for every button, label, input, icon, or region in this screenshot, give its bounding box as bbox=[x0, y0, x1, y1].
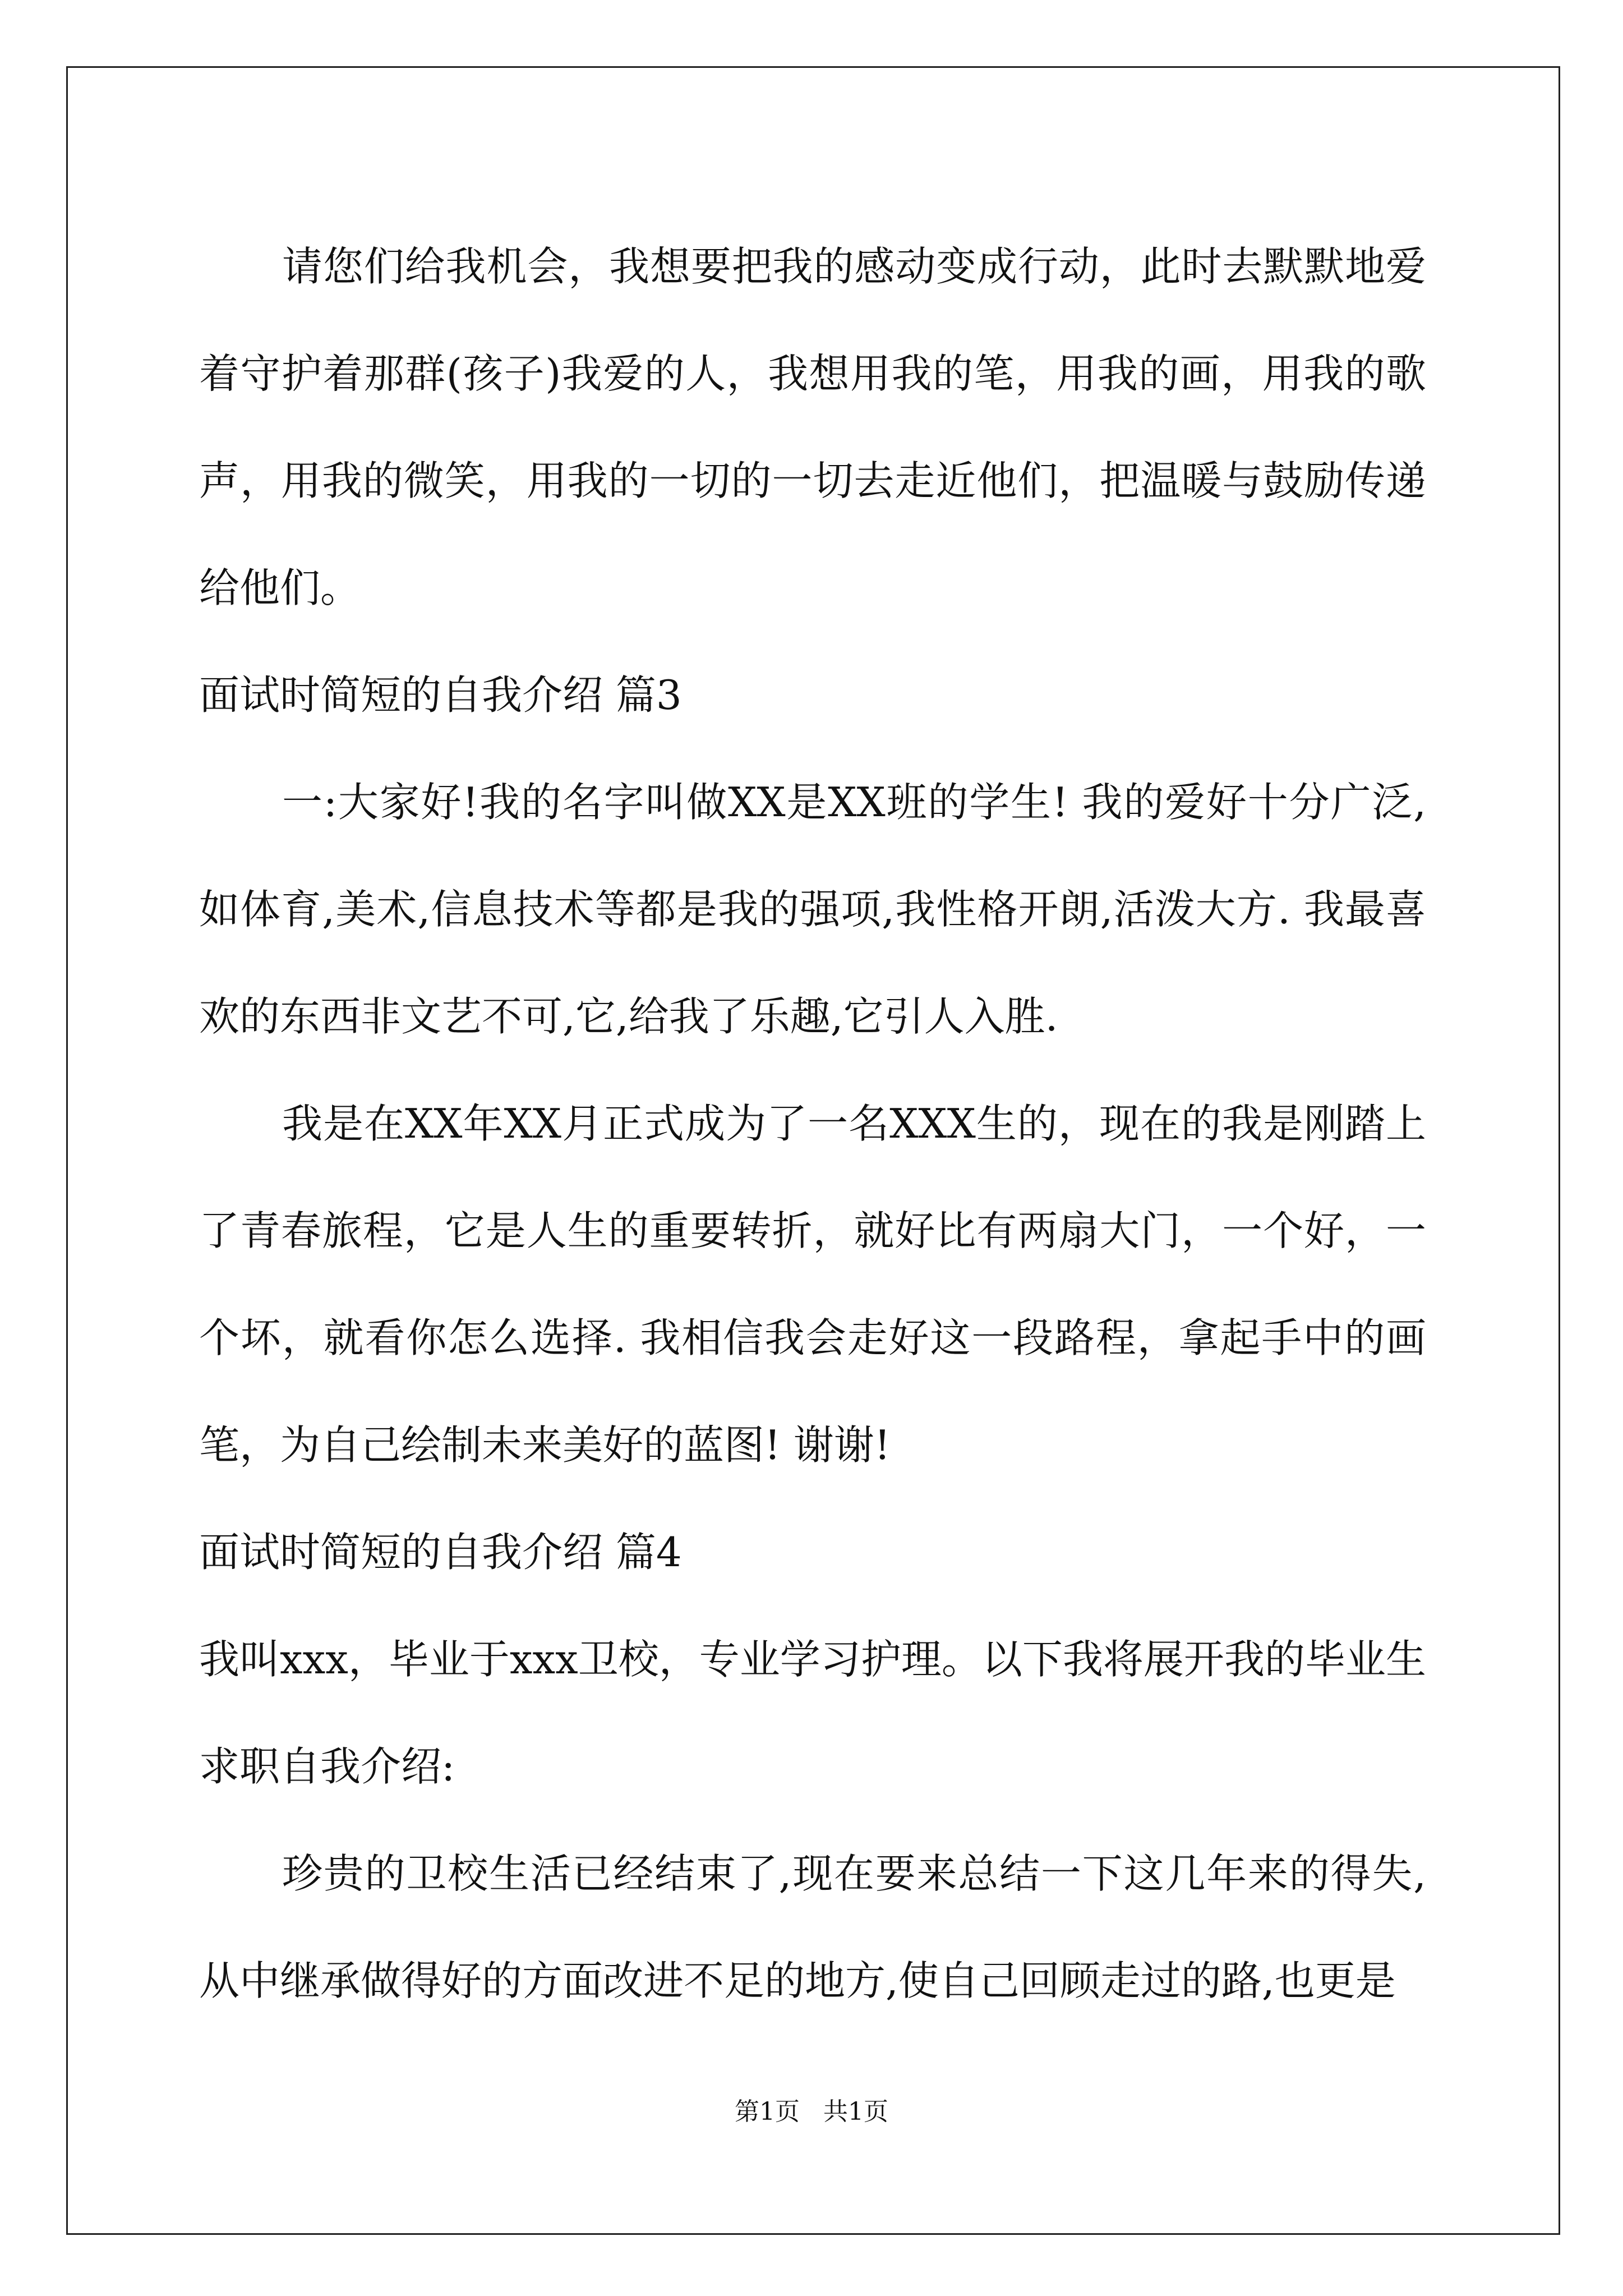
footer-spacer bbox=[800, 2097, 823, 2126]
paragraph: 我叫xxx，毕业于xxx卫校，专业学习护理。以下我将展开我的毕业生求职自我介绍: bbox=[199, 1636, 1426, 1790]
section-heading: 面试时简短的自我介绍 篇4 bbox=[199, 1529, 682, 1576]
section-heading: 面试时简短的自我介绍 篇3 bbox=[199, 671, 682, 719]
page-number-current: 第1页 bbox=[735, 2097, 800, 2126]
paragraph: 一:大家好!我的名字叫做XX是XX班的学生! 我的爱好十分广泛,如体育,美术,信息技术等都是我的强项,我性格开朗,活泼大方. 我最喜欢的东西非文艺不可,它,给我了乐趣,它引人入胜. bbox=[199, 779, 1426, 1040]
paragraph: 请您们给我机会，我想要把我的感动变成行动，此时去默默地爱着守护着那群(孩子)我爱的人，我想用我的笔，用我的画，用我的歌声，用我的微笑，用我的一切的一切去走近他们，把温暖与鼓励传递给他们。 bbox=[199, 243, 1426, 611]
page-number-total: 共1页 bbox=[823, 2097, 888, 2126]
paragraph: 我是在XX年XX月正式成为了一名XXX生的，现在的我是刚踏上了青春旅程，它是人生的重要转折，就好比有两扇大门，一个好，一个坏，就看你怎么选择. 我相信我会走好这一段路程，拿起手中的画笔，为自己绘制未来美好的蓝图! 谢谢! bbox=[199, 1100, 1426, 1469]
document-body bbox=[199, 213, 1426, 2035]
page-footer bbox=[0, 2095, 1623, 2129]
paragraph: 珍贵的卫校生活已经结束了,现在要来总结一下这几年来的得失,从中继承做得好的方面改进不足的地方,使自己回顾走过的路,也更是 bbox=[199, 1850, 1426, 2004]
